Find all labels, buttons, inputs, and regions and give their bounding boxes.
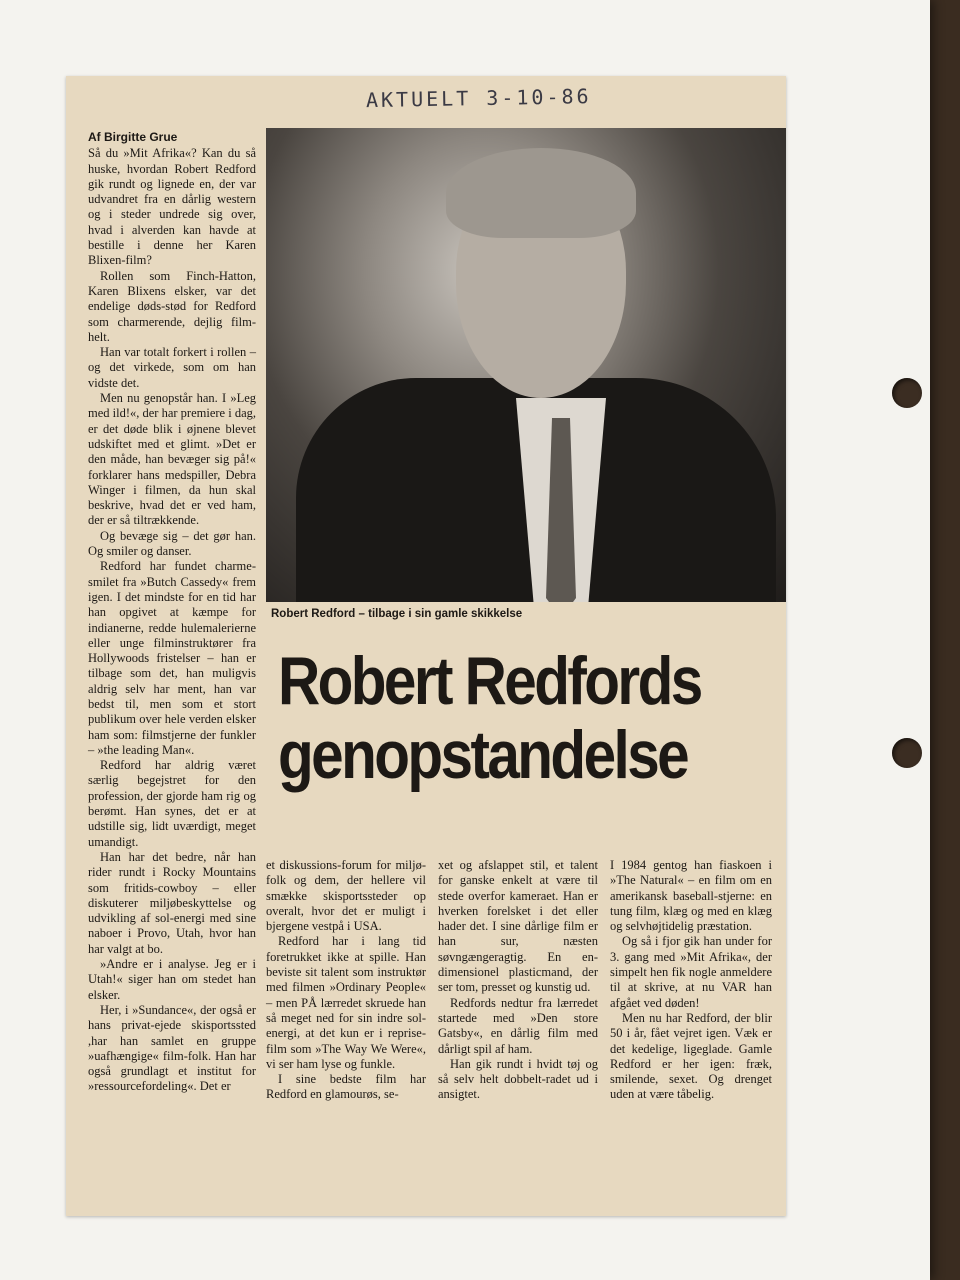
article-paragraph: Og så i fjor gik han under for 3. gang med »Mit Afrika«, der simpelt hen fik nogle anmeldere til at skrive, at nu VAR han afgået ved døden! xyxy=(610,934,772,1010)
headline-line-2: genopstandelse xyxy=(278,717,688,793)
article-paragraph: Så du »Mit Afrika«? Kan du så huske, hvordan Robert Redford gik rundt og lignede en, der var udvandret fra en dårlig western og i steder undrede sig over, hvad i alverden kan havde at bestille i denne her Karen Blixen-film? xyxy=(88,146,256,268)
article-paragraph: Og bevæge sig – det gør han. Og smiler og danser. xyxy=(88,528,256,559)
article-paragraph: Han var totalt forkert i rollen – og det virkede, som om han vidste det. xyxy=(88,345,256,390)
punch-hole xyxy=(892,738,922,768)
article-column-2 xyxy=(266,858,426,1103)
article-paragraph: Men nu genopstår han. I »Leg med ild!«, der har premiere i dag, er det døde blik i øjnene blevet udskiftet med et glimt. »Det er den måde, han bevæger sig på!« forklarer hans medspiller, Debra Winger i filmen, da hun skal beskrive, hvad det er ved ham, der er så tiltrækkende. xyxy=(88,391,256,528)
article-paragraph: et diskussions-forum for miljø-folk og dem, der hellere vil smække skisportssteder op overalt, hvor det er muligt i bjergene vestpå i USA. xyxy=(266,858,426,934)
article-paragraph: Men nu har Redford, der blir 50 i år, fået vejret igen. Væk er det kedelige, ligeglade. Gamle Redford er her igen: fræk, smilende, sexet. Og drenget uden at være tåbelig. xyxy=(610,1010,772,1102)
article-column-3 xyxy=(438,858,598,1103)
article-column-4 xyxy=(610,858,772,1103)
article-paragraph: I 1984 gentog han fiaskoen i »The Natural« – en film om en amerikansk baseball-stjerne: en tung film, klæg og med en klæg og selvhøjtidelig præstation. xyxy=(610,858,772,934)
article-column-1 xyxy=(88,130,256,1095)
article-paragraph: xet og afslappet stil, et talent for ganske enkelt at være til stede overfor kameraet. Han er hverken forelsket i det eller hader det. I sine dårlige film er han sur, næsten søvngængeragtig. En en-dimensionel plasticmand, der ser tom, presset og kunstig ud. xyxy=(438,858,598,995)
headline-line-1: Robert Redfords xyxy=(278,643,701,719)
article-paragraph: »Andre er i analyse. Jeg er i Utah!« siger han om stedet han elsker. xyxy=(88,957,256,1002)
handwritten-date: AKTUELT 3-10-86 xyxy=(365,84,592,113)
punch-hole xyxy=(892,378,922,408)
article-paragraph: Han har det bedre, når han rider rundt i Rocky Mountains som fritids-cowboy – eller diskuterer miljøbeskyttelse og udvikling af sol-energi med sine naboer i Provo, Utah, hvor han har valgt at bo. xyxy=(88,849,256,956)
headline xyxy=(278,644,708,792)
article-paragraph: Han gik rundt i hvidt tøj og så selv helt dobbelt-radet ud i ansigtet. xyxy=(438,1056,598,1102)
photo-caption: Robert Redford – tilbage i sin gamle skikkelse xyxy=(271,608,523,620)
newspaper-clipping xyxy=(66,76,786,1216)
article-paragraph: Her, i »Sundance«, der også er hans privat-ejede skisportssted ,har han samlet en gruppe »uafhængige« film-folk. Han har også grundlagt et institut for »ressourcefordeling«. Det er xyxy=(88,1002,256,1094)
byline: Af Birgitte Grue xyxy=(88,130,178,144)
robert-redford-photo xyxy=(266,128,786,602)
article-paragraph: Redford har aldrig været særlig begejstret for den profession, der gjorde ham rig og berømt. Han synes, det er at udstille sig, lidt uværdigt, meget umandigt. xyxy=(88,758,256,849)
article-paragraph: Rollen som Finch-Hatton, Karen Blixens elsker, var det endelige døds-stød for Redford som charmerende, dejlig film-helt. xyxy=(88,268,256,344)
article-paragraph: Redford har i lang tid foretrukket ikke at spille. Han beviste sit talent som instruktør med filmen »Ordinary People« – men PÅ lærredet skruede han så meget ned for sin indre sol-energi, at det kun er i reprise-film som »The Way We Were«, vi ser ham lyse og funkle. xyxy=(266,934,426,1071)
article-paragraph: Redfords nedtur fra lærredet startede med »Den store Gatsby«, en dårlig film med dårligt spil af ham. xyxy=(438,995,598,1056)
article-paragraph: Redford har fundet charme-smilet fra »Butch Cassedy« frem igen. I det mindste for en tid har han opgivet at kæmpe for indianerne, redde hulemalerierne eller unge filminstruktører fra Hollywoods fristelser – han er tilbage som det, han muligvis aldrig selv har ment, han var bedst til, men som et stort publikum over hele verden elsker ham som: filmstjerne der funkler – »the leading Man«. xyxy=(88,559,256,757)
article-paragraph: I sine bedste film har Redford en glamourøs, se- xyxy=(266,1072,426,1102)
